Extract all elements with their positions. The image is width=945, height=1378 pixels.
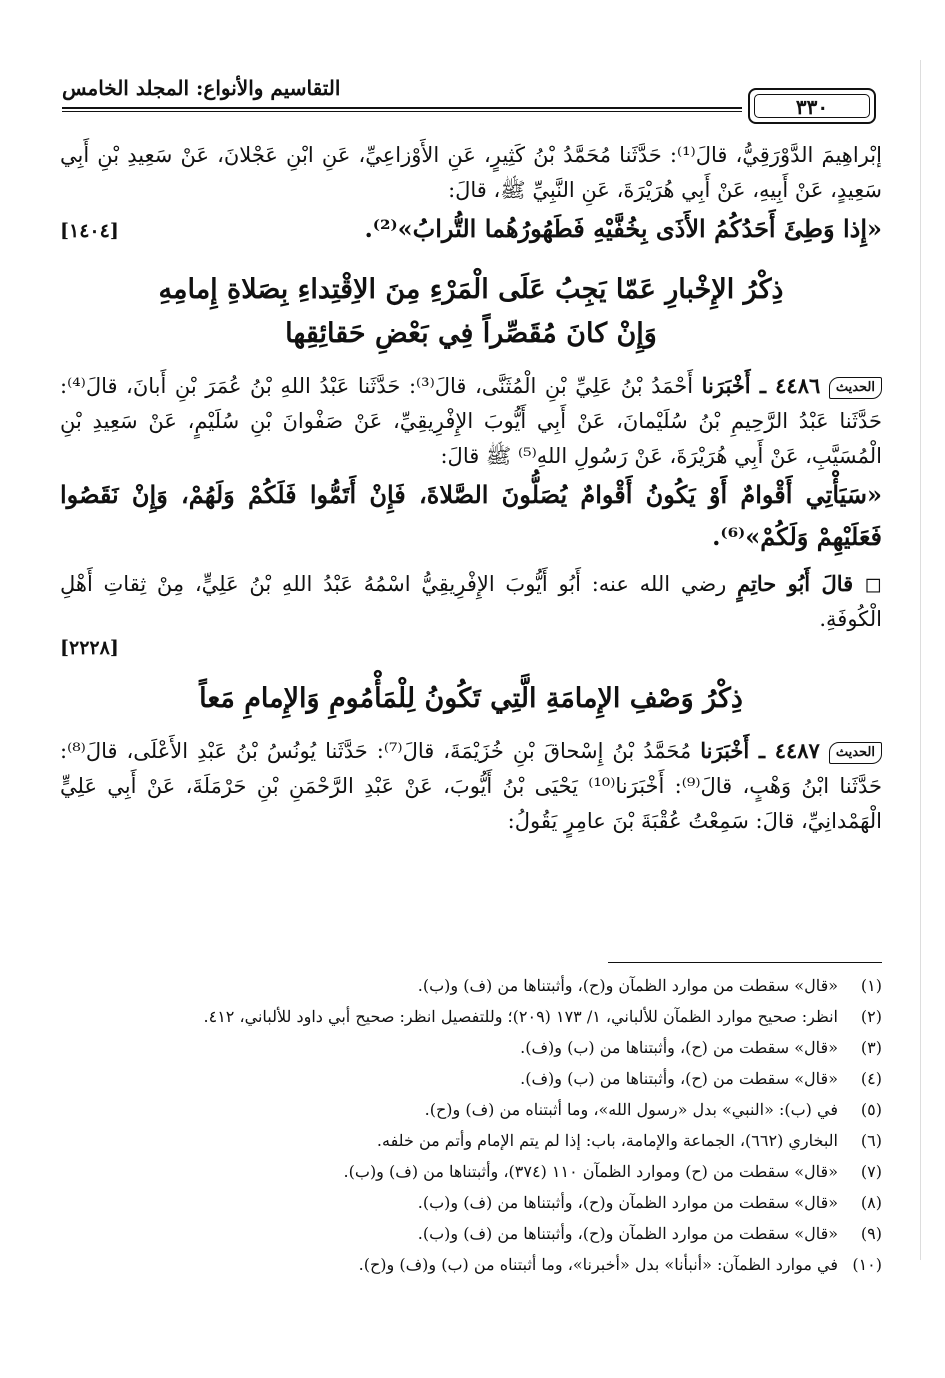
footnote: (١) «قال» سقطت من موارد الظمآن و(ح)، وأثبتناها من (ف) و(ب). <box>417 976 882 995</box>
hadith-badge-icon: الحديث <box>829 377 882 399</box>
footnote-separator <box>608 962 882 963</box>
hadith-number: ٤٤٨٦ ـ أَخْبَرَنا <box>701 373 821 398</box>
footnote: (٨) «قال» سقطت من موارد الظمآن و(ح)، وأثبتناها من (ف) و(ب). <box>417 1193 882 1212</box>
footnote: (٣) «قال» سقطت من (ح)، وأثبتناها من (ب) و(ف). <box>520 1038 882 1057</box>
hadith-4486-isnad <box>60 368 882 474</box>
hadith-row <box>60 208 882 250</box>
running-header <box>62 74 880 134</box>
page-number: ٣٣٠ <box>754 94 870 118</box>
hadith-reference: [٢٢٢٨] <box>60 637 119 659</box>
section-heading <box>60 677 882 721</box>
footnote: (٢) انظر: صحيح موارد الظمآن للألباني، ١/ ١٧٣ (٢٠٩)؛ وللتفصيل انظر: صحيح أبي داود للألباني، ٤١٢. <box>203 1007 882 1026</box>
hadith-text: «إِذا وَطِئَ أَحَدُكُمُ الأَذَى بِخُفَّيْهِ فَطَهُورُهُما التُّرابُ»⁽²⁾. <box>364 214 882 243</box>
hadith-reference: [١٤٠٤] <box>60 220 119 242</box>
comment-label: ◻ قالَ أَبُو حاتِمٍ <box>737 571 882 596</box>
footnote: (١٠) في موارد الظمآن: «أنبأنا» بدل «أخبرنا»، وما أثبتناه من (ب) و(ف) و(ح). <box>358 1255 882 1274</box>
footnote: (٤) «قال» سقطت من (ح)، وأثبتناها من (ب) و(ف). <box>520 1069 882 1088</box>
footnotes <box>60 970 882 1280</box>
isnad-text: أَحْمَدُ بْنُ عَلِيِّ بْنِ الْمُثَنَّى، قالَ⁽³⁾: حَدَّثَنا عَبْدُ اللهِ بْنُ عُمَرَ بْنِ أَبانَ، قالَ⁽⁴⁾: حَدَّثَنا عَبْدُ الرَّحِيمِ بْنُ سُلَيْمانَ، عَنْ أَبِي أَيُّوبَ الإِفْرِيقِيِّ، عَنْ صَفْوانَ بْنِ سُلَيْمٍ، عَنْ سَعِيدِ بْنِ الْمُسَيَّبِ، عَنْ أَبِي هُرَيْرَةَ، عَنْ رَسُولِ اللهِ⁽⁵⁾ ﷺ قالَ: <box>60 374 882 468</box>
reference-row <box>60 637 882 659</box>
header-rule-thin <box>62 111 742 112</box>
heading-line: ذِكْرُ الإِخْبارِ عَمّا يَجِبُ عَلَى الْمَرْءِ مِنَ الاِقْتِداءِ بِصَلاةِ إِمامِهِ <box>158 274 784 305</box>
hadith-number: ٤٤٨٧ ـ أَخْبَرَنا <box>700 738 820 763</box>
comment-text: رضي الله عنه: أَبُو أَيُّوبَ الإِفْرِيقِيُّ اسْمُهُ عَبْدُ اللهِ بْنُ عَلِيٍّ، مِنْ ثِقاتِ أَهْلِ الْكُوفَةِ. <box>60 572 882 631</box>
footnote: (٦) البخاري (٦٦٢)، الجماعة والإمامة، باب: إذا لم يتم الإمام وأتم من خلفه. <box>376 1131 882 1150</box>
main-text <box>60 138 882 839</box>
abu-hatim-comment <box>60 566 882 637</box>
hadith-4487-isnad <box>60 733 882 839</box>
isnad-paragraph: إبْراهِيمَ الدَّوْرَقِيُّ، قالَ⁽¹⁾: حَدَّثَنا مُحَمَّدُ بْنُ كَثِيرٍ، عَنِ الأَوْزاعِيِّ، عَنِ ابْنِ عَجْلانَ، عَنْ سَعِيدِ بْنِ أَبِي سَعِيدٍ، عَنْ أَبِيهِ، عَنْ أَبِي هُرَيْرَةَ، عَنِ النَّبِيِّ ﷺ، قالَ: <box>60 143 882 202</box>
page-number-frame <box>748 88 876 124</box>
margin-line <box>920 60 921 1260</box>
section-heading <box>60 268 882 356</box>
hadith-text: «سَيَأْتِي أَقْوامٌ أَوْ يَكُونُ أَقْوامٌ يُصَلُّونَ الصَّلاةَ، فَإِنْ أَتَمُّوا فَلَكُمْ وَلَهُمْ، وَإِنْ نَقَصُوا فَعَلَيْهِمْ وَلَكُمْ»⁽⁶⁾. <box>60 480 882 551</box>
heading-line: وَإِنْ كانَ مُقَصِّراً فِي بَعْضِ حَقائِقِها <box>285 318 657 349</box>
header-rule <box>62 107 742 109</box>
hadith-badge-icon: الحديث <box>829 742 882 764</box>
isnad-text: مُحَمَّدُ بْنُ إِسْحاقَ بْنِ خُزَيْمَةَ، قالَ⁽⁷⁾: حَدَّثَنا يُونُسُ بْنُ عَبْدِ الأَعْلَى، قالَ⁽⁸⁾: حَدَّثَنا ابْنُ وَهْبٍ، قالَ⁽⁹⁾: أَخْبَرَنا⁽¹⁰⁾ يَحْيَى بْنُ أَيُّوبَ، عَنْ عَبْدِ الرَّحْمَنِ بْنِ حَرْمَلَةَ، عَنْ أَبِي عَلِيٍّ الْهَمْدانِيِّ، قالَ: سَمِعْتُ عُقْبَةَ بْنَ عامِرٍ يَقُولُ: <box>60 739 882 833</box>
footnote: (٩) «قال» سقطت من موارد الظمآن و(ح)، وأثبتناها من (ف) و(ب). <box>417 1224 882 1243</box>
heading-line: ذِكْرُ وَصْفِ الإِمامَةِ الَّتِي تَكُونُ لِلْمَأْمُومِ وَالإِمامِ مَعاً <box>199 683 743 714</box>
footnote: (٥) في (ب): «النبي» بدل «رسول الله»، وما أثبتناه من (ف) و(ح). <box>424 1100 882 1119</box>
footnote: (٧) «قال» سقطت من (ح) وموارد الظمآن ١١٠ (٣٧٤)، وأثبتناها من (ف) و(ب). <box>343 1162 882 1181</box>
header-title: التقاسيم والأنواع: المجلد الخامس <box>62 76 341 100</box>
